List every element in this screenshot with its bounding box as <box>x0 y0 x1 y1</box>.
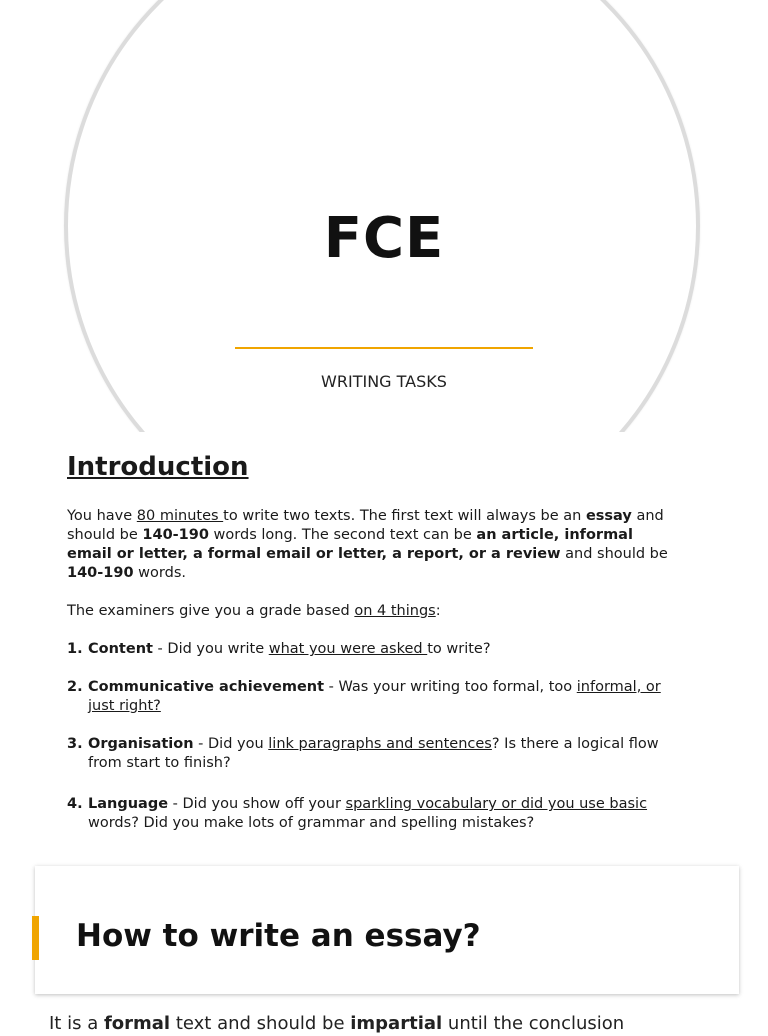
text: - Did you write <box>152 641 269 657</box>
list-number: 3. <box>67 736 83 752</box>
list-number: 4. <box>67 796 83 812</box>
text: ? Is there a logical flow from start to finish? <box>88 736 659 771</box>
criterion-link[interactable]: what you were asked <box>268 641 428 657</box>
hero-banner <box>0 0 768 432</box>
accent-bar <box>32 916 39 960</box>
list-item <box>67 735 682 773</box>
text: It is a <box>49 1013 104 1034</box>
text: The examiners give you a grade based <box>67 603 355 619</box>
page-title: FCE <box>323 206 445 271</box>
intro-paragraph <box>67 507 682 583</box>
link-4-things[interactable]: on 4 things <box>354 603 436 619</box>
intro-section <box>67 449 682 852</box>
essay-section-heading: How to write an essay? <box>76 918 481 954</box>
bold-text: essay <box>585 508 632 524</box>
bold-text: 140-190 <box>67 565 134 581</box>
criterion-link[interactable]: sparkling vocabulary or did you use basic <box>345 796 648 812</box>
bold-text: formal <box>103 1013 171 1034</box>
text: until the conclusion <box>442 1013 625 1034</box>
bold-text: an article, informal email or letter, a formal email or letter, a report, or a review <box>67 527 633 562</box>
list-item <box>67 640 682 659</box>
essay-intro-text <box>49 1012 624 1036</box>
page-subtitle: WRITING TASKS <box>321 372 447 391</box>
criterion-label: Organisation <box>88 736 194 752</box>
list-number: 2. <box>67 679 83 695</box>
text: You have <box>67 508 137 524</box>
criterion-link[interactable]: informal, or just right? <box>88 679 661 714</box>
text: words. <box>133 565 186 581</box>
text: - Did you <box>193 736 269 752</box>
criteria-list <box>67 640 682 833</box>
criterion-link[interactable]: link paragraphs and sentences <box>268 736 492 752</box>
text: : <box>435 603 441 619</box>
text: words long. The second text can be <box>208 527 477 543</box>
criterion-label: Content <box>88 641 153 657</box>
text: to write two texts. The first text will always be an <box>223 508 586 524</box>
text: - Did you show off your <box>168 796 346 812</box>
bold-text: impartial <box>350 1013 443 1034</box>
text: words? Did you make lots of grammar and spelling mistakes? <box>88 815 535 831</box>
intro-heading: Introduction <box>67 452 249 482</box>
text: and should be <box>560 546 668 562</box>
list-number: 1. <box>67 641 83 657</box>
bold-text: 140-190 <box>142 527 209 543</box>
criterion-label: Communicative achievement <box>88 679 325 695</box>
grade-paragraph <box>67 602 682 621</box>
text: - Was your writing too formal, too <box>324 679 577 695</box>
link-80-minutes[interactable]: 80 minutes <box>136 508 224 524</box>
text: text and should be <box>170 1013 351 1034</box>
text: to write? <box>427 641 491 657</box>
hero-divider <box>235 347 533 349</box>
list-item <box>67 795 682 833</box>
criterion-label: Language <box>88 796 169 812</box>
text: and should be <box>67 508 664 543</box>
list-item <box>67 678 682 716</box>
